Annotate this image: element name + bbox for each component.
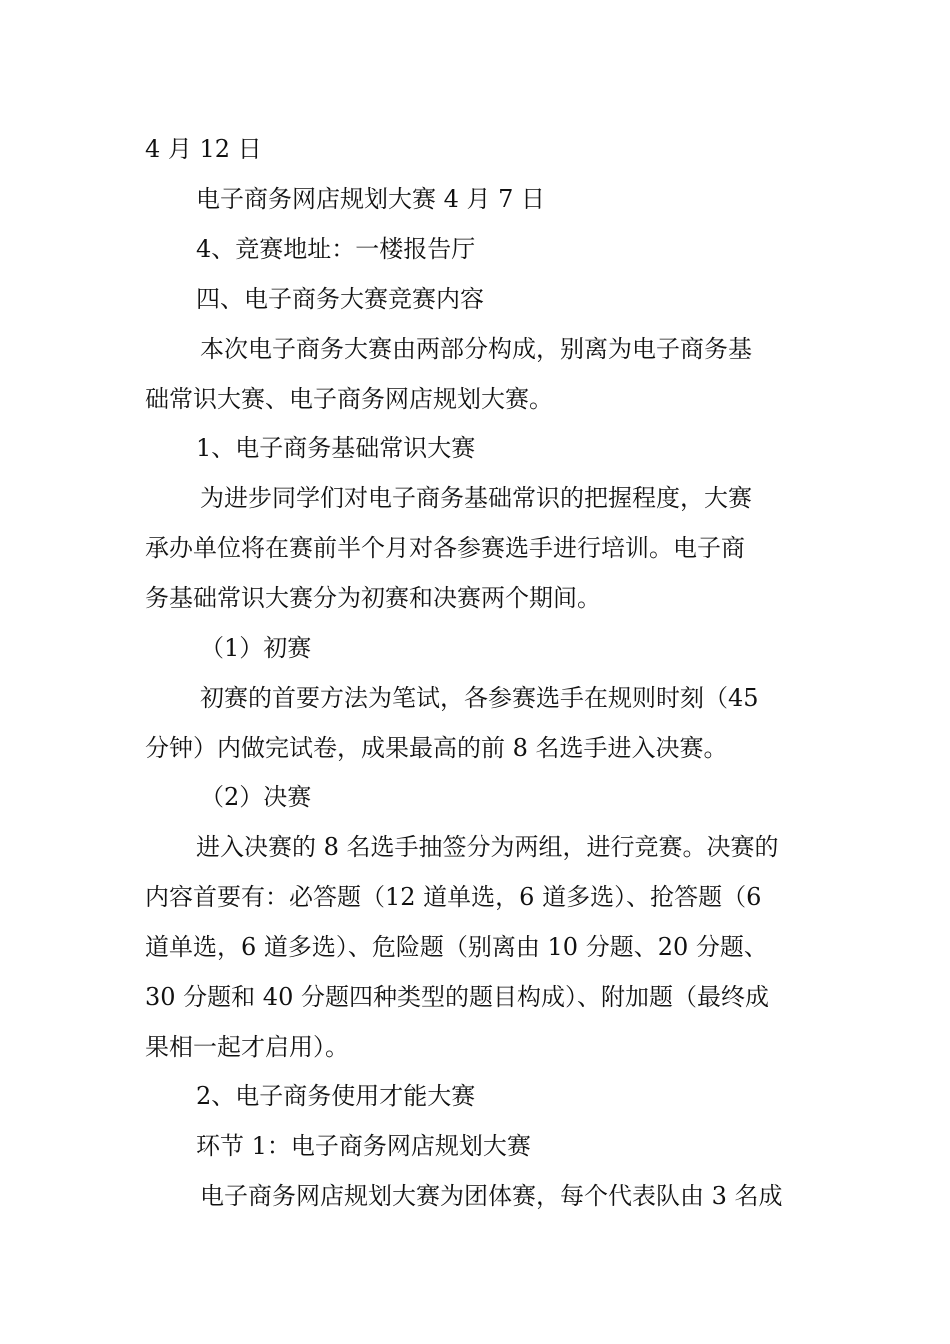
subsection-heading: 2、电子商务使用才能大赛 <box>196 1082 476 1110</box>
text-line: 为进步同学们对电子商务基础常识的把握程度，大赛 <box>200 484 752 512</box>
text-line: 30 分题和 40 分题四种类型的题目构成）、附加题（最终成 <box>145 983 769 1011</box>
text-line: 电子商务网店规划大赛为团体赛，每个代表队由 3 名成 <box>200 1182 783 1210</box>
text-line: 础常识大赛、电子商务网店规划大赛。 <box>145 385 553 413</box>
subsection-heading: （2）决赛 <box>200 783 312 811</box>
text-line: 务基础常识大赛分为初赛和决赛两个期间。 <box>145 584 601 612</box>
text-line: 承办单位将在赛前半个月对各参赛选手进行培训。电子商 <box>145 534 745 562</box>
section-heading: 四、电子商务大赛竞赛内容 <box>196 285 484 313</box>
text-line: 分钟）内做完试卷，成果最高的前 8 名选手进入决赛。 <box>145 734 728 762</box>
text-line: 环节 1：电子商务网店规划大赛 <box>196 1132 531 1160</box>
text-line: 内容首要有：必答题（12 道单选，6 道多选）、抢答题（6 <box>145 883 762 911</box>
text-line: 初赛的首要方法为笔试，各参赛选手在规则时刻（45 <box>200 684 759 712</box>
text-line: 道单选，6 道多选）、危险题（别离由 10 分题、20 分题、 <box>145 933 768 961</box>
subsection-heading: 1、电子商务基础常识大赛 <box>196 434 476 462</box>
text-line: 4、竞赛地址：一楼报告厅 <box>196 235 476 263</box>
text-line: 本次电子商务大赛由两部分构成，别离为电子商务基 <box>200 335 752 363</box>
text-line: 电子商务网店规划大赛 4 月 7 日 <box>196 185 546 213</box>
subsection-heading: （1）初赛 <box>200 634 312 662</box>
text-line: 果相一起才启用）。 <box>145 1033 349 1061</box>
text-line: 4 月 12 日 <box>145 135 262 163</box>
text-line: 进入决赛的 8 名选手抽签分为两组，进行竞赛。决赛的 <box>196 833 779 861</box>
